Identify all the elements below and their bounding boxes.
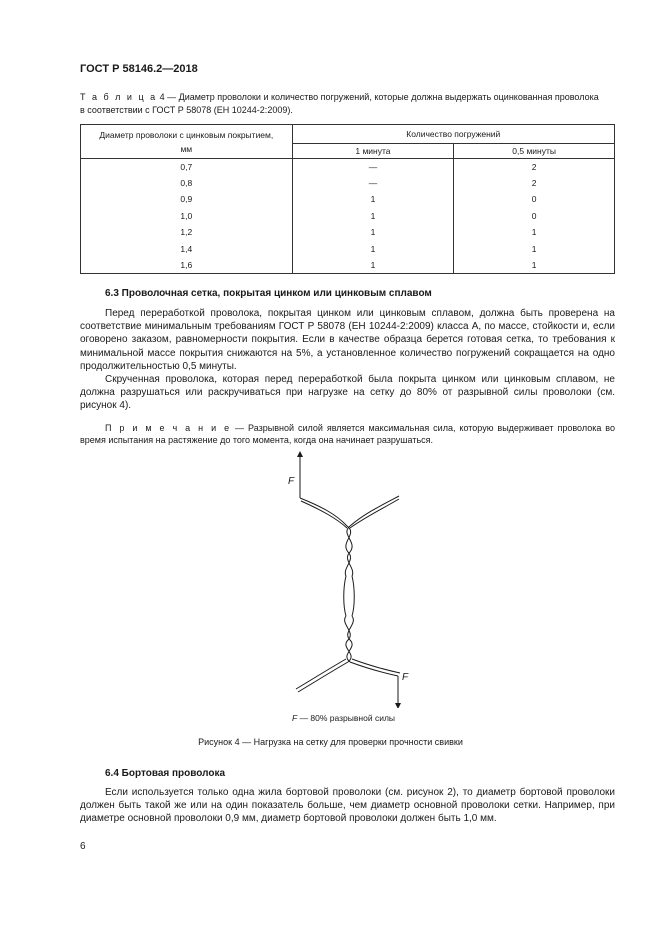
table-cell: 1,2 xyxy=(81,224,293,240)
note xyxy=(80,422,615,447)
table-cell: 1 xyxy=(292,240,454,256)
table-cell: 1 xyxy=(292,191,454,207)
note-prefix: П р и м е ч а н и е xyxy=(105,423,232,433)
figure-legend-text: — 80% разрывной силы xyxy=(297,713,396,723)
table-row xyxy=(81,191,615,207)
page-number: 6 xyxy=(80,841,86,852)
table-cell: 2 xyxy=(454,175,615,191)
wire-branch xyxy=(301,501,347,528)
table-cell: 0,7 xyxy=(81,159,293,175)
table-cell: 0,9 xyxy=(81,191,293,207)
section-6-3-heading: 6.3 Проволочная сетка, покрытая цинком или цинковым сплавом xyxy=(105,288,432,299)
figure-legend xyxy=(292,713,395,723)
table-header-diameter xyxy=(81,125,293,159)
table-cell: 0 xyxy=(454,208,615,224)
table-cell: 1 xyxy=(292,208,454,224)
force-label-top: F xyxy=(288,476,295,487)
table-cell: 1 xyxy=(454,240,615,256)
table-cell: 1 xyxy=(292,224,454,240)
wire-branch xyxy=(350,662,398,676)
paragraph: Скрученная проволока, которая перед переработкой была покрыта цинком или цинковым сплавом, не должна разрушаться или раскручиваться при нагрузке на сетку до 80% от разрывной силы проволоки (см. рисунок 4). xyxy=(80,374,615,412)
table-4 xyxy=(80,124,615,274)
table-cell: 1 xyxy=(292,257,454,273)
table-header-diameter-line2: мм xyxy=(180,143,193,154)
twisted-wire-mesh xyxy=(296,454,400,706)
table-row xyxy=(81,240,615,256)
table-header-dips: Количество погружений xyxy=(292,125,614,144)
wire-branch xyxy=(298,662,348,692)
table-header-1min: 1 минута xyxy=(292,144,454,159)
table-header-diameter-line1: Диаметр проволоки с цинковым покрытием, xyxy=(99,129,274,140)
table-caption xyxy=(80,91,600,116)
table-row xyxy=(81,224,615,240)
section-6-4-heading: 6.4 Бортовая проволока xyxy=(105,768,226,779)
wire-twist xyxy=(347,616,353,662)
table-caption-text: 4 — Диаметр проволоки и количество погружений, которые должна выдержать оцинкованная проволока в соответствии с ГОСТ Р 58078 (ЕН 10244-2:2009). xyxy=(80,92,599,115)
figure-4-diagram xyxy=(280,448,420,708)
table-cell: 1 xyxy=(454,224,615,240)
paragraph: Перед переработкой проволока, покрытая цинком или цинковым сплавом, должна быть проверена на соответствие минимальным требованиям ГОСТ Р 58078 (ЕН 10244-2:2009) класса А, по массе, стойкости и, если оговорено заказом, равномерности покрытия. Если в качестве образца берется готовая сетка, то требования к минимальной массе покрытия снижаются на 5%, а установленное количество погружений сокращается на одно продолжительностью 0,5 минуты. xyxy=(80,308,615,372)
table-header-05min: 0,5 минуты xyxy=(454,144,615,159)
section-6-3-body xyxy=(80,307,615,413)
wire-loop xyxy=(352,576,354,616)
wire-branch xyxy=(350,499,399,528)
table-cell: — xyxy=(292,175,454,191)
table-cell: 1 xyxy=(454,257,615,273)
paragraph: Если используется только одна жила бортовой проволоки (см. рисунок 2), то диаметр бортовой проволоки должен быть такой же или на один показатель больше, чем диаметр основной проволоки сетки. Например, при диаметре основной проволоки 0,9 мм, диаметр бортовой проволоки должен быть 1,0 мм. xyxy=(80,787,615,825)
table-row xyxy=(81,159,615,175)
table-row xyxy=(81,257,615,273)
force-label-bottom: F xyxy=(402,672,409,683)
table-row xyxy=(81,175,615,191)
document-header: ГОСТ Р 58146.2—2018 xyxy=(80,63,198,75)
table-cell: 0 xyxy=(454,191,615,207)
figure-caption: Рисунок 4 — Нагрузка на сетку для проверки прочности свивки xyxy=(198,737,463,747)
table-cell: 1,6 xyxy=(81,257,293,273)
table-row xyxy=(81,208,615,224)
wire-twist xyxy=(345,526,350,576)
section-6-4-body xyxy=(80,786,615,826)
table-caption-prefix: Т а б л и ц а xyxy=(80,92,158,102)
note-text: — Разрывной силой является максимальная сила, которую выдерживает проволока во время испытания на растяжение до того момента, когда она начинает разрушаться. xyxy=(80,423,615,446)
wire-branch xyxy=(350,496,399,526)
wire-branch xyxy=(296,659,346,689)
wire-twist xyxy=(345,616,351,662)
figure-legend-symbol: F xyxy=(292,713,298,723)
table-cell: — xyxy=(292,159,454,175)
table-cell: 1,0 xyxy=(81,208,293,224)
table-cell: 0,8 xyxy=(81,175,293,191)
table-cell: 2 xyxy=(454,159,615,175)
table-cell: 1,4 xyxy=(81,240,293,256)
wire-loop xyxy=(344,576,346,616)
